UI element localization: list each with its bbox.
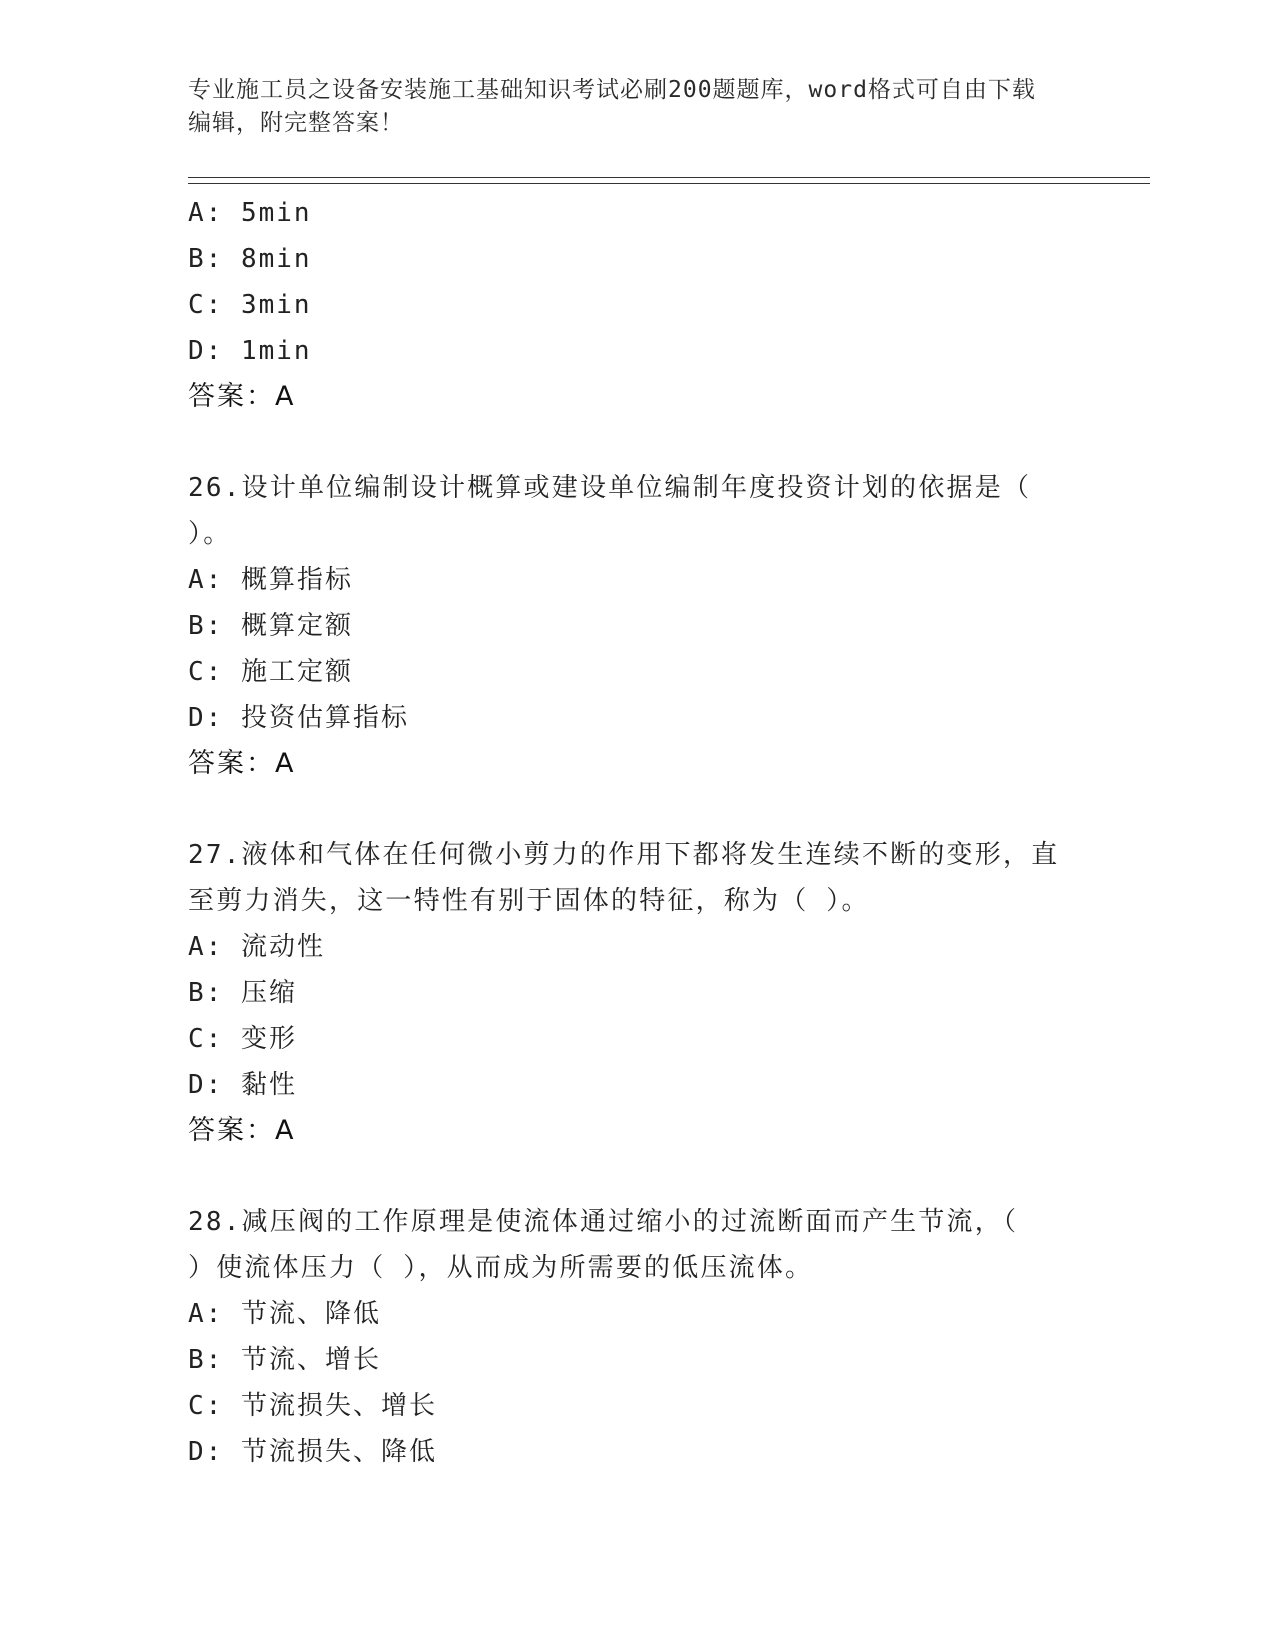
option-c: C: 3min — [188, 290, 312, 320]
question-text-line: 27.液体和气体在任何微小剪力的作用下都将发生连续不断的变形，直 — [188, 840, 1060, 870]
answer-line: 答案：A — [188, 1115, 296, 1146]
spacer — [188, 420, 1088, 465]
option-b: B: 8min — [188, 244, 312, 274]
question-block-26 — [188, 465, 1088, 787]
spacer — [188, 1154, 1088, 1199]
question-text-line: ）使流体压力（ ），从而成为所需要的低压流体。 — [188, 1253, 814, 1283]
option-c: C: 施工定额 — [188, 657, 353, 687]
option-c: C: 变形 — [188, 1024, 297, 1054]
question-block-27 — [188, 832, 1088, 1154]
option-a: A: 5min — [188, 198, 312, 228]
question-text-line: 28.减压阀的工作原理是使流体通过缩小的过流断面而产生节流，（ — [188, 1207, 1019, 1237]
question-text-line: ）。 — [188, 519, 232, 549]
document-body — [188, 190, 1088, 1475]
option-b: B: 概算定额 — [188, 611, 353, 641]
option-a: A: 流动性 — [188, 932, 325, 962]
header-divider-top — [188, 177, 1150, 178]
option-d: D: 黏性 — [188, 1070, 297, 1100]
header-divider-bottom — [188, 183, 1150, 184]
option-d: D: 1min — [188, 336, 312, 366]
option-a: A: 节流、降低 — [188, 1299, 381, 1329]
question-text-line: 26.设计单位编制设计概算或建设单位编制年度投资计划的依据是（ — [188, 473, 1032, 503]
option-d: D: 节流损失、降低 — [188, 1437, 437, 1467]
spacer — [188, 787, 1088, 832]
question-text-line: 至剪力消失，这一特性有别于固体的特征，称为（ ）。 — [188, 886, 870, 916]
document-header — [188, 74, 1088, 140]
option-d: D: 投资估算指标 — [188, 703, 409, 733]
option-a: A: 概算指标 — [188, 565, 353, 595]
option-b: B: 节流、增长 — [188, 1345, 381, 1375]
option-b: B: 压缩 — [188, 978, 297, 1008]
question-block-28 — [188, 1199, 1088, 1475]
option-c: C: 节流损失、增长 — [188, 1391, 437, 1421]
header-line-1: 专业施工员之设备安装施工基础知识考试必刷200题题库，word格式可自由下载 — [188, 77, 1036, 103]
header-line-2: 编辑，附完整答案！ — [188, 110, 404, 136]
answer-line: 答案：A — [188, 748, 296, 779]
answer-line: 答案：A — [188, 381, 296, 412]
question-block-25 — [188, 190, 1088, 420]
